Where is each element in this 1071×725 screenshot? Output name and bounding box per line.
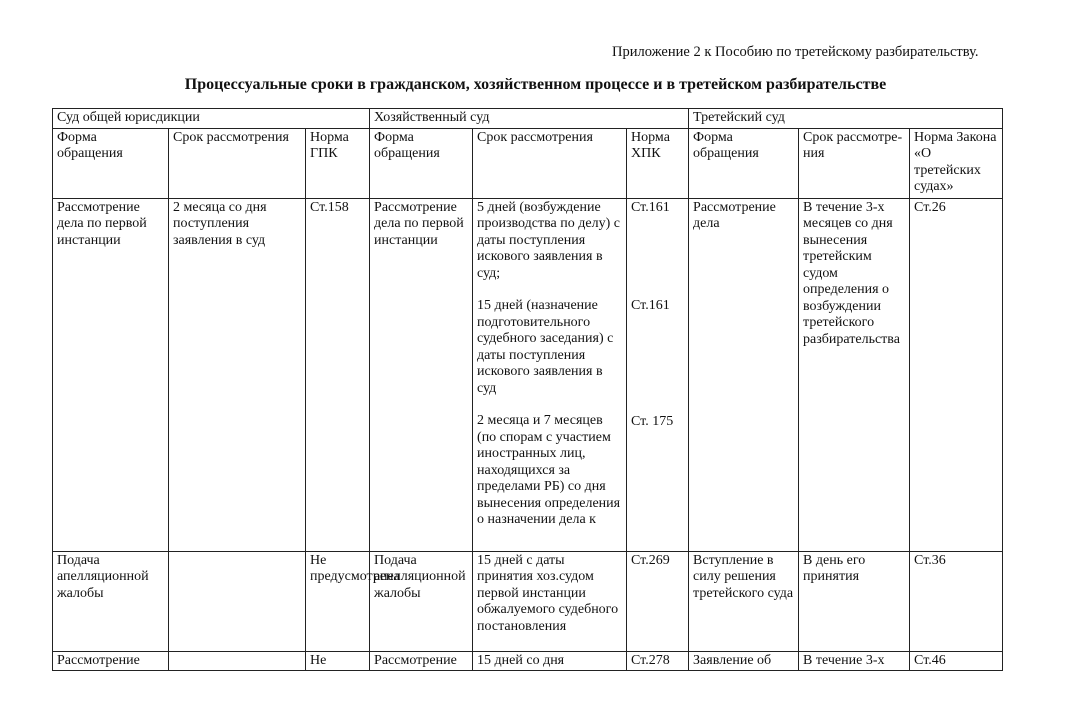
col-header: Срок рассмотрения [169, 128, 306, 198]
table-cell: Рассмотрение дела [689, 198, 799, 551]
table-cell: Ст.26 [910, 198, 1003, 551]
table-cell: Ст.46 [910, 651, 1003, 671]
group-general-court: Суд общей юрисдикции [53, 109, 370, 129]
table-cell: Ст.158 [306, 198, 370, 551]
table-cell: Подача апелляционной жалобы [370, 551, 473, 651]
table-cell: В течение 3-х месяцев со дня вынесения третейским судом определения о возбуждении третейского разбирательства [799, 198, 910, 551]
col-header: Срок рассмотре-ния [799, 128, 910, 198]
table-cell: 15 дней с даты принятия хоз.судом первой инстанции обжалуемого судебного постановления [473, 551, 627, 651]
table-cell: 15 дней со дня [473, 651, 627, 671]
column-header-row [53, 128, 1003, 198]
table-cell: Ст.269 [627, 551, 689, 651]
col-header: Форма обращения [689, 128, 799, 198]
col-header: Норма ХПК [627, 128, 689, 198]
table-cell: Не [306, 651, 370, 671]
table-cell [169, 551, 306, 651]
table-cell: Подача апелляционной жалобы [53, 551, 169, 651]
term-consideration: 2 месяца и 7 месяцев (по спорам с участием иностранных лиц, находящихся за пределами РБ) со дня вынесения определения о назначении дела к [477, 413, 621, 527]
norm-ref: Ст.161 [631, 199, 670, 215]
table-cell [627, 198, 689, 551]
norm-ref: Ст.161 [631, 298, 670, 313]
table-row [53, 551, 1003, 651]
table-cell [473, 198, 627, 551]
group-commercial-court: Хозяйственный суд [370, 109, 689, 129]
document-title: Процессуальные сроки в гражданском, хозяйственном процессе и в третейском разбирательстве [184, 76, 887, 93]
group-arbitration-court: Третейский суд [689, 109, 1003, 129]
table-row [53, 651, 1003, 671]
col-header: Срок рассмотрения [473, 128, 627, 198]
table-cell: Рассмотрение [370, 651, 473, 671]
col-header: Форма обращения [53, 128, 169, 198]
table-cell: Вступление в силу решения третейского суда [689, 551, 799, 651]
table-cell: Ст.278 [627, 651, 689, 671]
norm-ref: Ст. 175 [631, 413, 674, 429]
appendix-note: Приложение 2 к Пособию по третейскому разбирательству. [612, 44, 979, 60]
term-initiation: 5 дней (возбуждение производства по делу) с даты поступления искового заявления в суд; [477, 199, 620, 281]
table-row [53, 198, 1003, 551]
col-header: Норма ГПК [306, 128, 370, 198]
table-cell: Рассмотрение дела по первой инстанции [370, 198, 473, 551]
table-cell: Рассмотрение дела по первой инстанции [53, 198, 169, 551]
group-header-row [53, 109, 1003, 129]
table-cell: Не предусмотрена [306, 551, 370, 651]
col-header: Форма обращения [370, 128, 473, 198]
table-cell: В день его принятия [799, 551, 910, 651]
table-cell: Рассмотрение [53, 651, 169, 671]
table-cell: Заявление об [689, 651, 799, 671]
table-cell: 2 месяца со дня поступления заявления в суд [169, 198, 306, 551]
deadlines-table [52, 108, 1003, 671]
table-cell: Ст.36 [910, 551, 1003, 651]
term-preparatory-session: 15 дней (назначение подготовительного судебного заседания) с даты поступления искового заявления в суд [477, 298, 614, 396]
table-cell: В течение 3-х [799, 651, 910, 671]
col-header: Норма Закона «О третейских судах» [910, 128, 1003, 198]
table-cell [169, 651, 306, 671]
